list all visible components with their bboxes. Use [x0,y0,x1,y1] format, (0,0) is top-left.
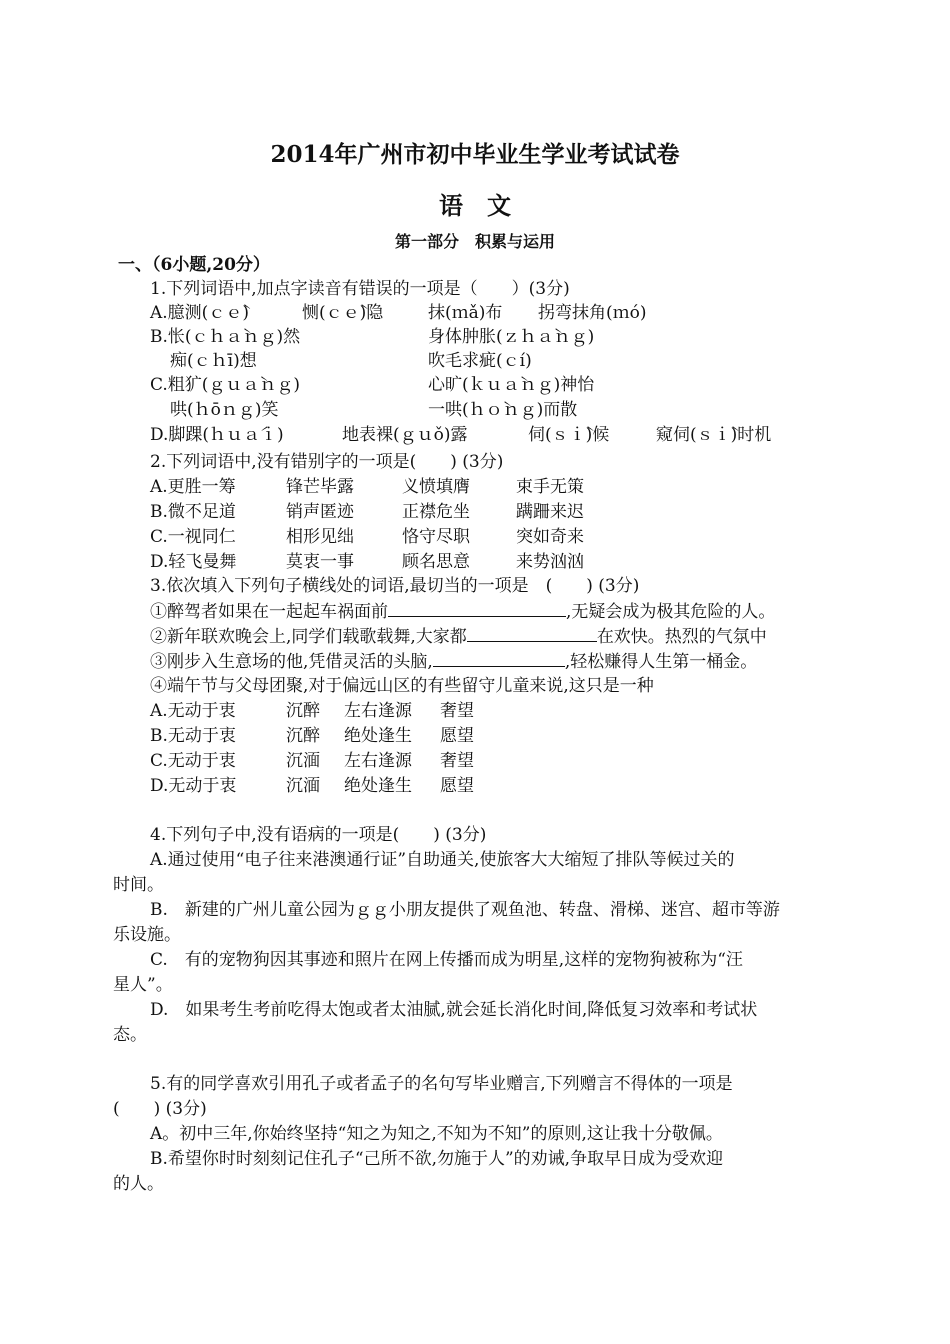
q3-a-item: 沉醉 [286,701,320,721]
q2-d-item: 莫衷一事 [286,552,354,572]
q4-option-a-cont: 时间。 [113,875,164,895]
q5-option-a: A。初中三年,你始终坚持“知之为知之,不知为不知”的原则,这让我十分敬佩。 [150,1124,723,1144]
section-heading: 一、（6小题,20分） [118,255,270,275]
q3-d-item: 愿望 [440,776,474,796]
q1-b-item: B.怅(ｃｈａ̀ｎｇ)然 [150,327,301,347]
q4-option-c-cont: 星人”。 [113,975,173,995]
q3-sentence-2 [150,625,767,648]
q2-d-item: 来势汹汹 [516,552,584,572]
q3-s2-text: 在欢快。热烈的气氛中 [596,627,767,647]
q3-s2-text: ②新年联欢晚会上,同学们载歌载舞,大家都 [150,627,467,647]
q3-b-item: B.无动于衷 [150,726,236,746]
q1-c-item: C.粗犷(ｇｕａ̀ｎｇ) [150,375,301,395]
q3-s1-text: ,无疑会成为极其危险的人。 [566,602,776,622]
q2-a-item: A.更胜一筹 [150,477,236,497]
q4-option-a: A.通过使用“电子往来港澳通行证”自助通关,使旅客大大缩短了排队等候过关的 [150,850,735,870]
q3-blank-2 [467,625,597,642]
q1-b-item: 痴(ｃｈī)想 [170,351,257,371]
q5-option-b: B.希望你时时刻刻记住孔子“己所不欲,勿施于人”的劝诫,争取早日成为受欢迎 [150,1149,724,1169]
q1-c-item: 哄(ｈōｎｇ)笑 [170,400,279,420]
q3-blank-3 [433,650,565,667]
q3-d-item: 沉湎 [286,776,320,796]
q3-d-item: 绝处逢生 [344,776,412,796]
q5-option-b-cont: 的人。 [113,1174,164,1194]
q3-b-item: 愿望 [440,726,474,746]
q1-stem: 1.下列词语中,加点字读音有错误的一项是（ ）(3分) [150,279,570,299]
q1-a-item: A.臆测(ｃｅ̀) [150,303,249,323]
q3-c-item: 左右逢源 [344,751,412,771]
q3-sentence-4: ④端午节与父母团聚,对于偏远山区的有些留守儿童来说,这只是一种 [150,676,654,696]
q3-blank-1 [388,600,566,617]
q2-stem: 2.下列词语中,没有错别字的一项是( ) (3分) [150,452,504,472]
q3-a-item: 奢望 [440,701,474,721]
subject-title: 语文 [439,191,535,220]
q2-c-item: 相形见绌 [286,527,354,547]
q3-s3-text: ③刚步入生意场的他,凭借灵活的头脑, [150,652,433,672]
q2-a-item: 锋芒毕露 [286,477,354,497]
q3-c-item: 奢望 [440,751,474,771]
q4-option-d-cont: 态。 [113,1025,147,1045]
q1-a-item: 拐弯抹角(ｍó) [538,303,647,323]
q3-a-item: 左右逢源 [344,701,412,721]
q3-s1-text: ①醉驾者如果在一起起车祸面前 [150,602,388,622]
q3-a-item: A.无动于衷 [150,701,236,721]
q1-c-item: 一哄(ｈｏ̀ｎｇ)而散 [428,400,578,420]
q4-option-c: C. 有的宠物狗因其事迹和照片在网上传播而成为明星,这样的宠物狗被称为“汪 [150,950,743,970]
q4-option-b-cont: 乐设施。 [113,925,181,945]
q2-c-item: C.一视同仁 [150,527,236,547]
q2-c-item: 突如奇来 [516,527,584,547]
q2-b-item: 销声匿迹 [286,502,354,522]
q4-option-d: D. 如果考生考前吃得太饱或者太油腻,就会延长消化时间,降低复习效率和考试状 [150,1000,758,1020]
q3-stem: 3.依次填入下列句子横线处的词语,最切当的一项是 ( ) (3分) [150,576,640,596]
part-title: 第一部分 积累与运用 [394,232,555,251]
page-title: 2014年广州市初中毕业生学业考试试卷 [270,141,680,168]
q2-d-item: 顾名思意 [402,552,470,572]
q1-a-item: 抹(ｍǎ)布 [428,303,503,323]
q2-a-item: 义愤填膺 [402,477,470,497]
q1-b-item: 身体肿胀(ｚｈａ̀ｎｇ) [428,327,595,347]
q3-c-item: C.无动于衷 [150,751,236,771]
q5-stem: 5.有的同学喜欢引用孔子或者孟子的名句写毕业赠言,下列赠言不得体的一项是 [150,1074,733,1094]
q3-d-item: D.无动于衷 [150,776,237,796]
q3-b-item: 沉醉 [286,726,320,746]
q5-stem-cont: ( ) (3分) [113,1099,207,1119]
q3-sentence-1 [150,600,775,623]
q2-b-item: 蹒跚来迟 [516,502,584,522]
q4-stem: 4.下列句子中,没有语病的一项是( ) (3分) [150,825,487,845]
q1-c-item: 心旷(ｋｕａ̀ｎｇ)神怡 [428,375,595,395]
q1-b-item: 吹毛求疵(ｃí) [428,351,532,371]
q2-a-item: 束手无策 [516,477,584,497]
q4-option-b: B. 新建的广州儿童公园为ｇｇ小朋友提供了观鱼池、转盘、滑梯、迷宫、超市等游 [150,900,780,920]
q1-d-item: 窥伺(ｓｉ̀)时机 [656,425,772,445]
q2-b-item: 正襟危坐 [402,502,470,522]
q3-s3-text: ,轻松赚得人生第一桶金。 [564,652,758,672]
q2-d-item: D.轻飞曼舞 [150,552,237,572]
q1-d-item: 伺(ｓｉ̀)候 [528,425,610,445]
q1-d-item: 地表裸(ｇｕǒ)露 [342,425,468,445]
q1-d-item: D.脚踝(ｈｕａ́ｉ) [150,425,284,445]
q2-b-item: B.微不足道 [150,502,236,522]
q1-a-item: 恻(ｃｅ̀)隐 [302,303,384,323]
q3-b-item: 绝处逢生 [344,726,412,746]
q2-c-item: 恪守尽职 [402,527,470,547]
q3-sentence-3 [150,650,757,673]
q3-c-item: 沉湎 [286,751,320,771]
